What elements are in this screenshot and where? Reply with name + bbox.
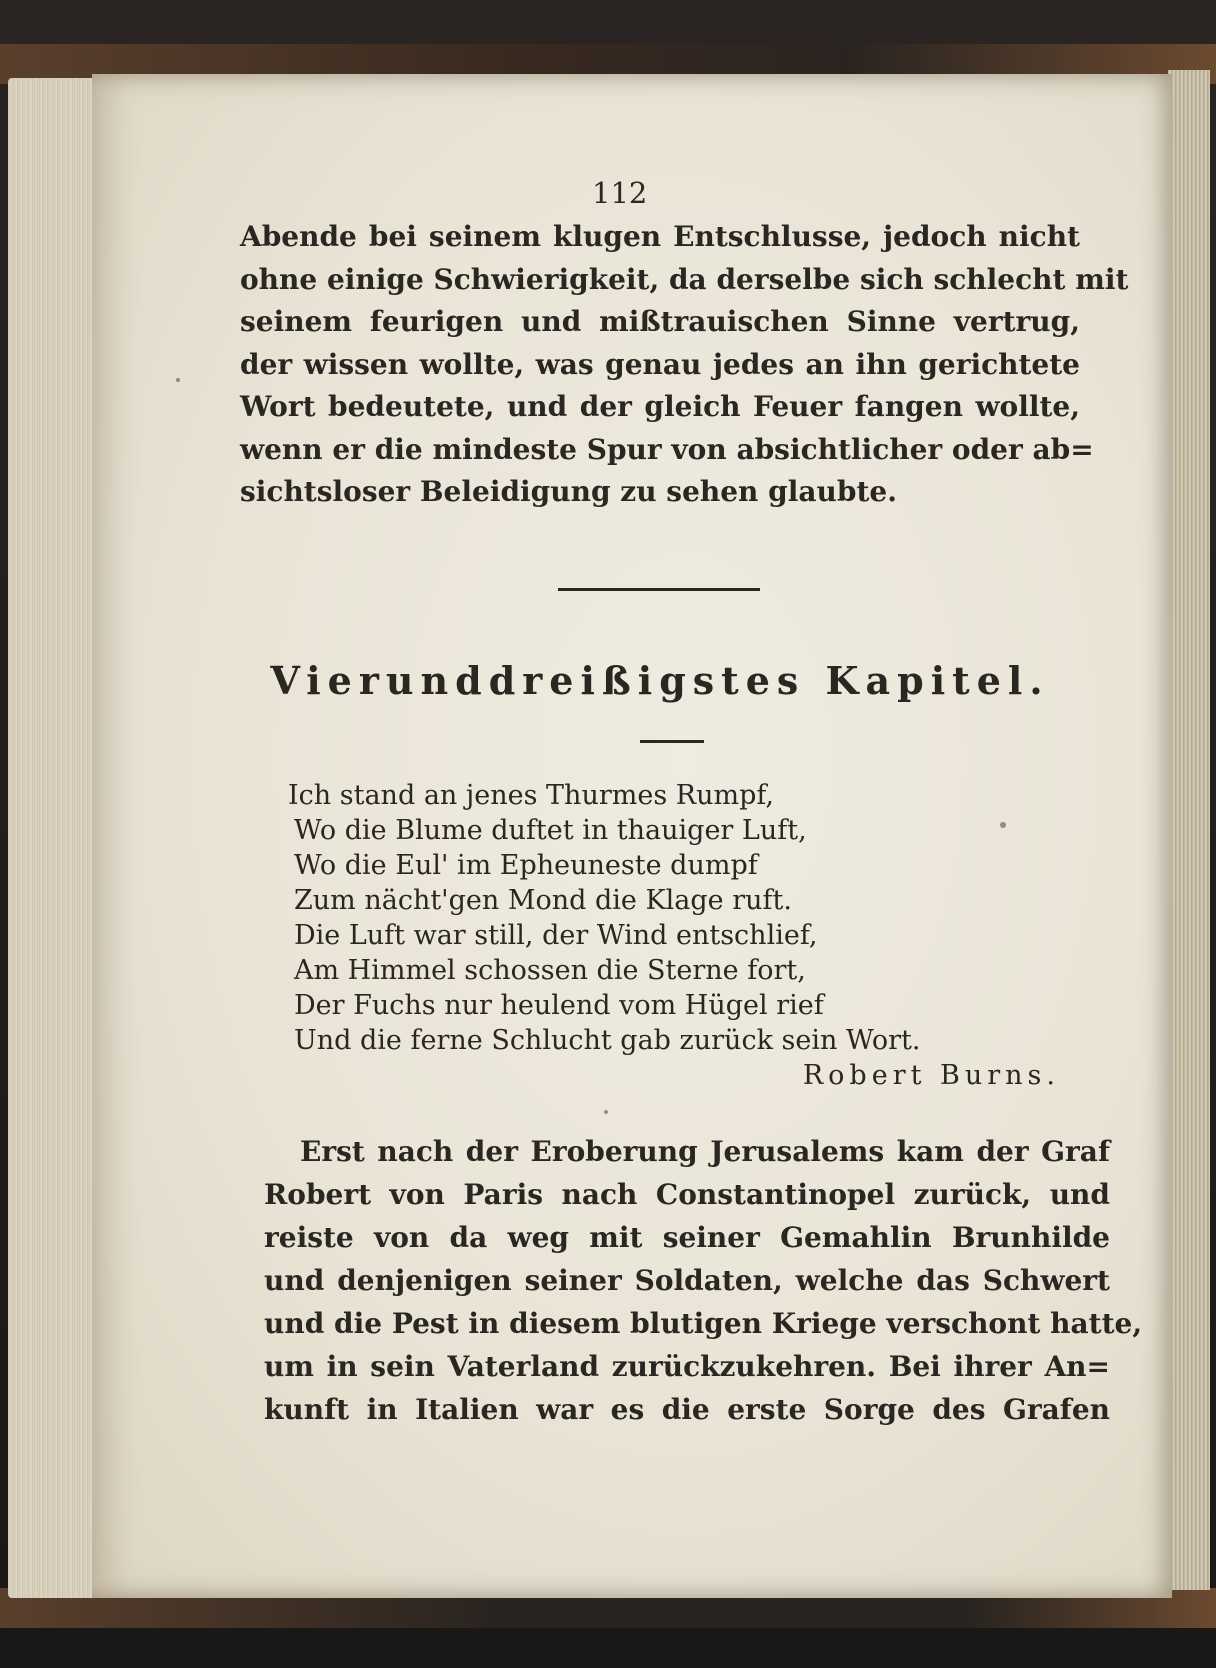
paper-blemish [176, 378, 180, 382]
poem-verse: Der Fuchs nur heulend vom Hügel rief [294, 990, 824, 1021]
text-line: Erst nach der Eroberung Jerusalems kam der Graf [300, 1135, 1110, 1168]
text-line: sichtsloser Beleidigung zu sehen glaubte. [240, 475, 897, 508]
text-line: Robert von Paris nach Constantinopel zurück, und [264, 1178, 1110, 1211]
chapter-title: Vierunddreißigstes Kapitel. [270, 658, 1050, 703]
page-edges-right [1168, 70, 1210, 1590]
paper-blemish [604, 1110, 608, 1114]
poem-author: Robert Burns. [802, 1060, 1060, 1091]
page-edges-left [8, 78, 96, 1598]
paragraph-bottom [264, 1130, 1143, 1431]
text-line: seinem feurigen und mißtrauischen Sinne vertrug, [240, 305, 1080, 338]
poem-verse: Und die ferne Schlucht gab zurück sein Wort. [294, 1025, 921, 1056]
paragraph-top [240, 216, 1129, 514]
text-line: der wissen wollte, was genau jedes an ihn gerichtete [240, 347, 1080, 381]
poem-verse: Zum nächt'gen Mond die Klage ruft. [294, 885, 792, 916]
poem-verse: Die Luft war still, der Wind entschlief, [294, 920, 818, 951]
poem-verse: Ich stand an jenes Thurmes Rumpf, [288, 780, 774, 811]
text-line: kunft in Italien war es die erste Sorge des Grafen [264, 1393, 1110, 1426]
text-line: ohne einige Schwierigkeit, da derselbe sich schlecht mit [240, 262, 1129, 296]
poem-verse: Wo die Blume duftet in thauiger Luft, [294, 815, 807, 846]
poem-verse: Am Himmel schossen die Sterne fort, [294, 955, 806, 986]
text-line: und denjenigen seiner Soldaten, welche das Schwert [264, 1264, 1110, 1297]
epigraph-poem [288, 778, 1048, 1058]
text-line: reiste von da weg mit seiner Gemahlin Brunhilde [264, 1221, 1110, 1254]
text-line: um in sein Vaterland zurückzukehren. Bei ihrer An= [264, 1350, 1110, 1383]
poem-verse: Wo die Eul' im Epheuneste dumpf [294, 850, 758, 881]
text-line: Wort bedeutete, und der gleich Feuer fangen wollte, [240, 390, 1080, 423]
paper-blemish [1000, 822, 1006, 828]
text-line: Abende bei seinem klugen Entschlusse, jedoch nicht [240, 220, 1080, 253]
text-line: und die Pest in diesem blutigen Kriege verschont hatte, [264, 1307, 1143, 1340]
section-divider [558, 588, 760, 591]
page-number: 112 [592, 176, 648, 210]
text-line: wenn er die mindeste Spur von absichtlicher oder ab= [240, 432, 1094, 466]
title-underline [640, 740, 704, 743]
